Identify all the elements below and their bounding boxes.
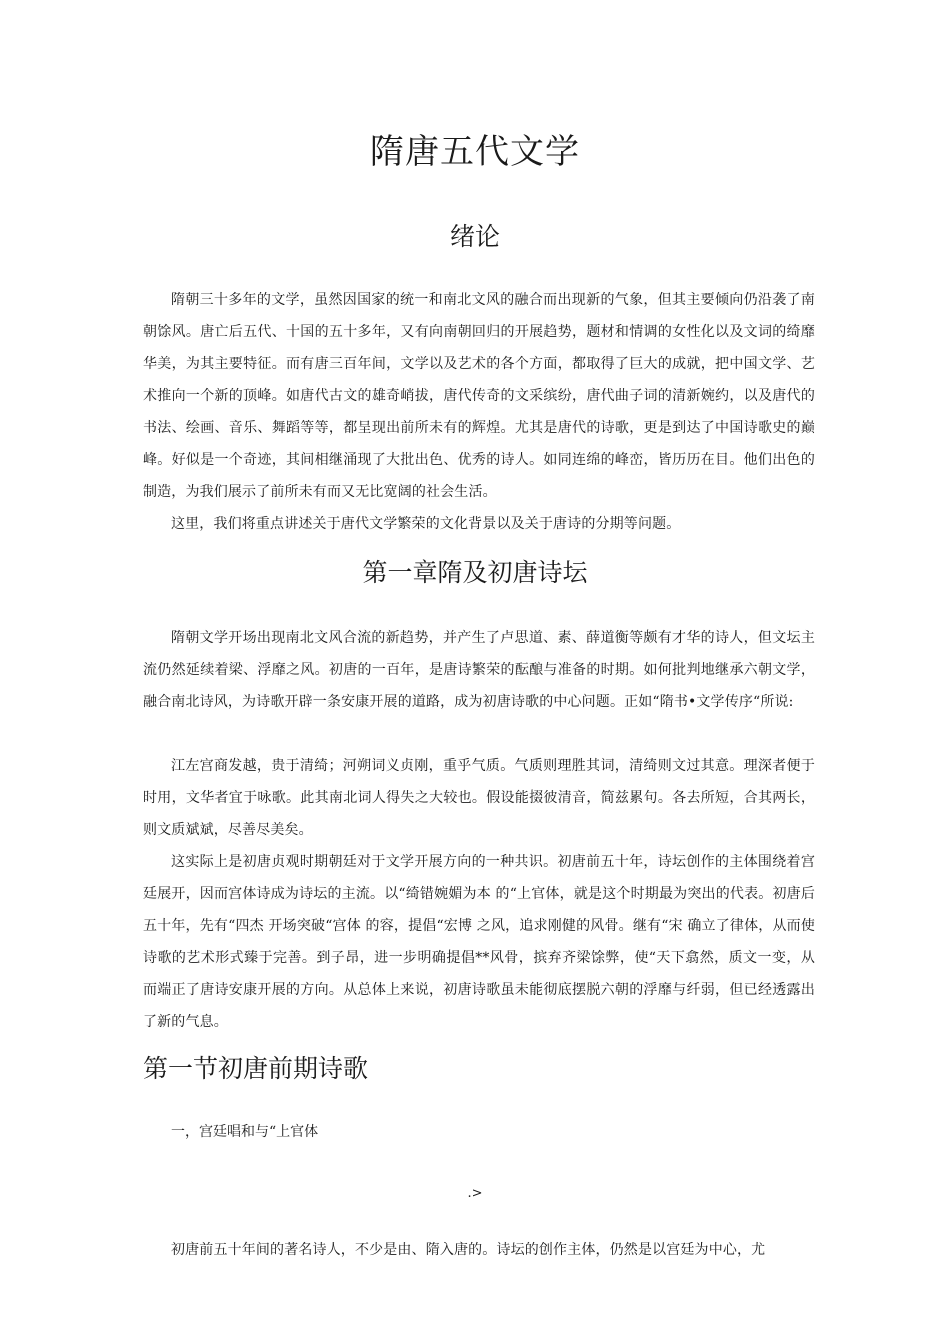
chapter1-paragraph-1: 隋朝文学开场出现南北文风合流的新趋势，并产生了卢思道、素、薛道衡等颇有才华的诗人，但文坛主流仍然延续着梁、浮靡之风。初唐的一百年，是唐诗繁荣的酝酿与准备的时期。如何批判地继承六朝文学，融合南北诗风，为诗歌开辟一条安康开展的道路，成为初唐诗歌的中心问题。正如“隋书•文学传序“所说:: [143, 630, 815, 710]
section1-heading: 第一节初唐前期诗歌: [143, 1054, 369, 1083]
chapter1-paragraph-3: 这实际上是初唐贞观时期朝廷对于文学开展方向的一种共识。初唐前五十年，诗坛创作的主体围绕着宫廷展开，因而宫体诗成为诗坛的主流。以“绮错婉媚为本 的“上官体，就是这个时期最为突出的代表。初唐后五十年，先有“四杰 开场突破“宫体 的容，提倡“宏博 之风，追求刚健的风骨。继有“宋 确立了律体，从而使诗歌的艺术形式臻于完善。到子昂，进一步明确提倡**风骨，摈弃齐梁馀弊，使“天下翕然，质文一变，从而端正了唐诗安康开展的方向。从总体上来说，初唐诗歌虽未能彻底摆脱六朝的浮靡与纤弱，但已经透露出了新的气息。: [143, 854, 815, 1030]
document-title: 隋唐五代文学: [370, 132, 580, 172]
intro-paragraph-1: 隋朝三十多年的文学，虽然因国家的统一和南北文风的融合而出现新的气象，但其主要倾向仍沿袭了南朝馀风。唐亡后五代、十国的五十多年，又有向南朝回归的开展趋势，题材和情调的女性化以及文词的绮靡华美，为其主要特征。而有唐三百年间，文学以及艺术的各个方面，都取得了巨大的成就，把中国文学、艺术推向一个新的顶峰。如唐代古文的雄奇峭拔，唐代传奇的文采缤纷，唐代曲子词的清新婉约，以及唐代的书法、绘画、音乐、舞蹈等等，都呈现出前所未有的辉煌。尤其是唐代的诗歌，更是到达了中国诗歌史的巅峰。好似是一个奇迹，其间相继涌现了大批出色、优秀的诗人。如同连绵的峰峦，皆历历在目。他们出色的制造，为我们展示了前所未有而又无比宽阔的社会生活。: [143, 292, 815, 500]
chapter1-quote-paragraph: 江左宫商发越，贵于清绮；河朔词义贞刚，重乎气质。气质则理胜其词，清绮则文过其意。理深者便于时用，文华者宜于咏歌。此其南北词人得失之大较也。假设能掇彼清音，简兹累句。各去所短，合其两长，则文质斌斌，尽善尽美矣。: [143, 758, 815, 838]
page-marker: .>: [467, 1186, 483, 1201]
final-paragraph: 初唐前五十年间的著名诗人，不少是由、隋入唐的。诗坛的创作主体，仍然是以宫廷为中心，尤: [171, 1242, 766, 1258]
subsection1-label: 一，宫廷唱和与“上官体: [171, 1124, 319, 1140]
chapter1-heading: 第一章隋及初唐诗坛: [362, 558, 588, 587]
intro-paragraph-2: 这里，我们将重点讲述关于唐代文学繁荣的文化背景以及关于唐诗的分期等问题。: [171, 516, 681, 532]
intro-heading: 绪论: [449, 222, 500, 251]
